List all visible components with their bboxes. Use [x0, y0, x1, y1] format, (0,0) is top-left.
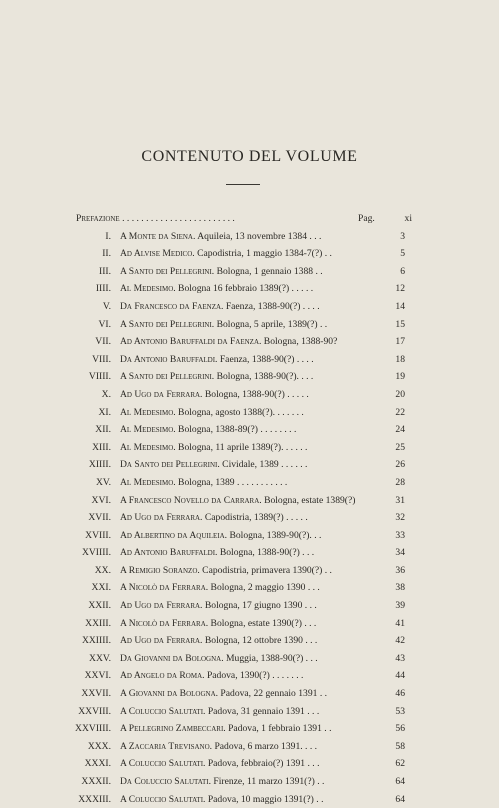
toc-row-text	[120, 720, 382, 738]
toc-row-text	[120, 755, 382, 773]
toc-row-text	[120, 316, 382, 334]
toc-row-details: Padova, febbraio(?) 1391 . . .	[205, 758, 320, 770]
toc-row-text	[120, 615, 382, 633]
toc-preface-label: Prefazione	[76, 213, 120, 224]
toc-row-number: XXI.	[91, 582, 111, 594]
toc-row-correspondent: A Nicolò da Ferrara.	[120, 582, 209, 594]
toc-row-page: 64	[395, 793, 405, 805]
toc-row-page: 64	[395, 776, 405, 787]
toc-row-text	[120, 298, 382, 316]
toc-row	[0, 421, 499, 439]
toc-row-details: Bologna, 2 maggio 1390 . . .	[208, 582, 320, 594]
toc-row-details: Bologna, 17 giugno 1390 . . .	[202, 600, 317, 612]
toc-row-number: XVIIII.	[81, 547, 111, 559]
toc-row-number: XVII.	[88, 512, 111, 524]
toc-row-correspondent: Ad Ugo da Ferrara.	[120, 600, 203, 612]
toc-row-details: Faenza, 1388-90(?) . . . .	[217, 353, 314, 365]
toc-row-text	[120, 650, 382, 668]
toc-row	[0, 773, 499, 791]
toc-row	[0, 404, 499, 422]
toc-row-page: 24	[395, 424, 405, 436]
toc-row	[0, 386, 499, 404]
toc-row-correspondent: Da Coluccio Salutati.	[120, 776, 212, 787]
toc-row-correspondent: Ad Ugo da Ferrara.	[120, 635, 203, 647]
toc-row	[0, 509, 499, 527]
toc-row	[0, 738, 499, 756]
toc-row-text	[120, 333, 382, 351]
toc-row-details: Bologna, 1389 . . . . . . . . . . .	[175, 476, 288, 488]
toc-row-number: XXVIIII.	[75, 723, 111, 735]
toc-row-text	[120, 579, 382, 597]
toc-row-number: XXIII.	[85, 617, 111, 629]
toc-row-details: Aquileia, 13 novembre 1384 . . .	[195, 230, 322, 242]
toc-row-details: Bologna, 1389-90(?). . .	[227, 529, 322, 541]
toc-row-text	[120, 544, 382, 562]
toc-row-details: Bologna, 1388-89(?) . . . . . . . .	[175, 424, 297, 436]
toc-row	[0, 667, 499, 685]
toc-row-correspondent: Ad Angelo da Roma.	[120, 670, 205, 682]
toc-preface-text	[76, 210, 382, 228]
page-title: CONTENUTO DEL VOLUME	[141, 148, 358, 165]
toc-row-correspondent: Ad Albertino da Aquileia.	[120, 529, 228, 541]
toc-row-page: 19	[395, 371, 405, 383]
toc-row-details: Bologna, 5 aprile, 1389(?) . .	[214, 318, 328, 330]
toc-row-correspondent: A Coluccio Salutati.	[120, 793, 206, 805]
toc-row-page: 41	[395, 617, 405, 629]
toc-row	[0, 615, 499, 633]
toc-row	[0, 351, 499, 369]
toc-row	[0, 439, 499, 457]
toc-row-text	[120, 351, 382, 369]
toc-row-page: 5	[400, 248, 405, 260]
toc-row-details: Bologna, estate 1390(?) . . .	[208, 617, 317, 629]
toc-row-number: II.	[102, 248, 111, 260]
toc-row-text	[120, 791, 382, 808]
toc-row-page: 38	[395, 582, 405, 594]
toc-preface-page-label: Pag.	[358, 213, 375, 224]
toc-row-page: 36	[395, 564, 405, 576]
toc-row	[0, 650, 499, 668]
toc-row-details: Bologna, 1388-90(?). . . .	[214, 371, 314, 383]
toc-row	[0, 474, 499, 492]
toc-row	[0, 755, 499, 773]
toc-row-correspondent: A Santo dei Pellegrini.	[120, 318, 215, 330]
toc-row-number: XXV.	[89, 652, 111, 664]
toc-row	[0, 791, 499, 808]
toc-row	[0, 263, 499, 281]
toc-row-text	[120, 492, 382, 510]
toc-row	[0, 720, 499, 738]
toc-row-number: XV.	[95, 476, 111, 488]
toc-row-number: XXXIII.	[78, 793, 111, 805]
title-rule	[226, 184, 260, 185]
toc-row-number: X.	[101, 388, 111, 400]
toc-row-text	[120, 632, 382, 650]
toc-row-number: XXII.	[88, 600, 111, 612]
toc-row-correspondent: A Zaccaria Trevisano.	[120, 740, 213, 752]
toc-row-details: Bologna, 1388-90(?) . . .	[217, 547, 315, 559]
toc-row-page: 58	[395, 740, 405, 752]
toc-row-details: Firenze, 11 marzo 1391(?) . .	[211, 776, 325, 787]
toc-row-correspondent: Al Medesimo.	[120, 476, 176, 488]
toc-row-details: Bologna, 11 aprile 1389(?). . . . . .	[175, 441, 308, 453]
toc-row-details: Capodistria, 1 maggio 1384-7(?) . .	[194, 248, 332, 260]
toc-row	[0, 280, 499, 298]
toc-row-page: 18	[395, 353, 405, 365]
toc-row-details: Bologna, 1388-90?	[261, 336, 338, 348]
toc-row-text	[120, 597, 382, 615]
toc-row-correspondent: Ad Ugo da Ferrara.	[120, 512, 203, 524]
toc-row-page: 62	[395, 758, 405, 770]
toc-row	[0, 368, 499, 386]
toc-row-text	[120, 368, 382, 386]
toc-preface-page: xi	[404, 213, 412, 224]
toc-row-details: Padova, 6 marzo 1391. . . .	[212, 740, 318, 752]
toc-row-text	[120, 386, 382, 404]
toc-row-details: Bologna, 1 gennaio 1388 . .	[214, 265, 323, 277]
toc-row-correspondent: Al Medesimo.	[120, 441, 176, 453]
toc-row-page: 3	[400, 230, 405, 242]
toc-row-details: Bologna 16 febbraio 1389(?) . . . . .	[175, 283, 314, 295]
toc-row-correspondent: Da Francesco da Faenza.	[120, 300, 224, 312]
toc-row-page: 31	[395, 494, 405, 506]
toc-row-number: XVIII.	[85, 529, 111, 541]
toc-row	[0, 544, 499, 562]
toc-row	[0, 316, 499, 334]
toc-row-text	[120, 773, 382, 791]
toc-row-page: 6	[400, 265, 405, 277]
toc-row-correspondent: A Monte da Siena.	[120, 230, 196, 242]
toc-row-number: XXXI.	[84, 758, 111, 770]
toc-row-details: Padova, 10 maggio 1391(?) . .	[205, 793, 324, 805]
toc-row-details: Bologna, estate 1389(?)	[261, 494, 356, 506]
toc-row-correspondent: Ad Alvise Medico.	[120, 248, 195, 260]
toc-row-correspondent: A Santo dei Pellegrini.	[120, 371, 215, 383]
toc-row-details: Muggia, 1388-90(?) . . .	[223, 652, 318, 664]
toc-row-correspondent: A Giovanni da Bologna.	[120, 688, 219, 700]
toc-row-correspondent: Da Antonio Baruffaldi.	[120, 353, 218, 365]
toc-row-details: Padova, 1390(?) . . . . . . .	[204, 670, 304, 682]
toc-row-correspondent: A Coluccio Salutati.	[120, 705, 206, 717]
toc-row-number: XXX.	[87, 740, 111, 752]
toc-row-text	[120, 280, 382, 298]
toc-row-text	[120, 228, 382, 246]
toc-row-text	[120, 738, 382, 756]
toc-row	[0, 703, 499, 721]
toc-row-details: Padova, 1 febbraio 1391 . .	[225, 723, 332, 735]
toc-row-page: 42	[395, 635, 405, 647]
toc-row-text	[120, 245, 382, 263]
toc-row-number: VI.	[98, 318, 111, 330]
toc-row-page: 25	[395, 441, 405, 453]
toc-row-number: XIII.	[92, 441, 111, 453]
toc-row-correspondent: Ad Ugo da Ferrara.	[120, 388, 203, 400]
toc-row	[0, 685, 499, 703]
toc-row	[0, 597, 499, 615]
toc-row-page: 15	[395, 318, 405, 330]
toc-row	[0, 333, 499, 351]
toc-row-page: 28	[395, 476, 405, 488]
toc-row-text	[120, 509, 382, 527]
toc-row-details: Faenza, 1388-90(?) . . . .	[223, 300, 320, 312]
toc-row-correspondent: Ad Antonio Baruffaldi.	[120, 547, 218, 559]
toc-row	[0, 298, 499, 316]
toc-row-text	[120, 439, 382, 457]
toc-row	[0, 579, 499, 597]
toc-row-number: VIII.	[92, 353, 111, 365]
toc-row-number: V.	[102, 300, 111, 312]
toc-row-page: 46	[395, 688, 405, 700]
toc-row-number: XXXII.	[81, 776, 111, 787]
toc-row	[0, 632, 499, 650]
toc-row-number: XII.	[95, 424, 111, 436]
toc-row-number: XXVII.	[81, 688, 111, 700]
toc-row-correspondent: A Santo dei Pellegrini.	[120, 265, 215, 277]
toc-row-page: 14	[395, 300, 405, 312]
toc-row-text	[120, 421, 382, 439]
toc-row-number: I.	[105, 230, 111, 242]
toc-row-page: 17	[395, 336, 405, 348]
toc-row-page: 44	[395, 670, 405, 682]
toc-row-page: 33	[395, 529, 405, 541]
toc-row-page: 39	[395, 600, 405, 612]
toc-row-correspondent: A Remigio Soranzo.	[120, 564, 200, 576]
toc-row-text	[120, 404, 382, 422]
toc-row-page: 26	[395, 459, 405, 471]
toc-row-text	[120, 474, 382, 492]
toc-row-text	[120, 685, 382, 703]
toc-row	[0, 492, 499, 510]
toc-row-text	[120, 703, 382, 721]
toc-row-details: Padova, 22 gennaio 1391 . .	[218, 688, 328, 700]
toc-row-details: Capodistria, 1389(?) . . . . .	[202, 512, 308, 524]
toc-row-number: XIIII.	[88, 459, 111, 471]
toc-row-number: VII.	[95, 336, 111, 348]
toc-row-text	[120, 263, 382, 281]
toc-row-correspondent: Da Giovanni da Bologna.	[120, 652, 224, 664]
toc-row-details: Bologna, 1388-90(?) . . . . .	[202, 388, 309, 400]
toc-row-correspondent: A Francesco Novello da Carrara.	[120, 494, 262, 506]
toc-row-page: 34	[395, 547, 405, 559]
toc-row-number: IIII.	[95, 283, 111, 295]
toc-row-correspondent: A Pellegrino Zambeccari.	[120, 723, 226, 735]
toc-row-details: Padova, 31 gennaio 1391 . . .	[205, 705, 320, 717]
toc-row-text	[120, 562, 382, 580]
toc-row-details: Cividale, 1389 . . . . . .	[219, 459, 308, 471]
toc-row-page: 56	[395, 723, 405, 735]
toc-row-text	[120, 456, 382, 474]
toc-row-page: 32	[395, 512, 405, 524]
toc-row-number: XVI.	[91, 494, 111, 506]
toc-row-details: Capodistria, primavera 1390(?) . .	[199, 564, 332, 576]
toc-row	[0, 456, 499, 474]
toc-preface-dots: . . . . . . . . . . . . . . . . . . . . . . . .	[119, 213, 235, 224]
toc-row-correspondent: Al Medesimo.	[120, 283, 176, 295]
toc-row	[0, 228, 499, 246]
toc-row-page: 20	[395, 388, 405, 400]
toc-row-number: XXIIII.	[81, 635, 111, 647]
toc-row-page: 53	[395, 705, 405, 717]
toc-row-text	[120, 527, 382, 545]
toc-row-correspondent: Da Santo dei Pellegrini.	[120, 459, 220, 471]
toc-row-number: XI.	[98, 406, 111, 418]
table-of-contents	[0, 210, 499, 808]
toc-row-preface	[0, 210, 499, 228]
toc-row-correspondent: A Nicolò da Ferrara.	[120, 617, 209, 629]
toc-row-number: III.	[99, 265, 111, 277]
toc-row-number: VIIII.	[88, 371, 111, 383]
toc-row	[0, 562, 499, 580]
toc-row-details: Bologna, agosto 1388(?). . . . . . .	[175, 406, 304, 418]
toc-row-number: XXVI.	[84, 670, 111, 682]
toc-row-number: XX.	[94, 564, 111, 576]
toc-row-page: 22	[395, 406, 405, 418]
toc-row-details: Bologna, 12 ottobre 1390 . . .	[202, 635, 318, 647]
toc-row-number: XXVIII.	[78, 705, 111, 717]
toc-row-correspondent: A Coluccio Salutati.	[120, 758, 206, 770]
toc-row-correspondent: Al Medesimo.	[120, 424, 176, 436]
toc-row-text	[120, 667, 382, 685]
toc-row-page: 43	[395, 652, 405, 664]
toc-row	[0, 527, 499, 545]
toc-row-correspondent: Ad Antonio Baruffaldi da Faenza.	[120, 336, 262, 348]
toc-row-page: 12	[395, 283, 405, 295]
toc-row	[0, 245, 499, 263]
toc-row-correspondent: Al Medesimo.	[120, 406, 176, 418]
